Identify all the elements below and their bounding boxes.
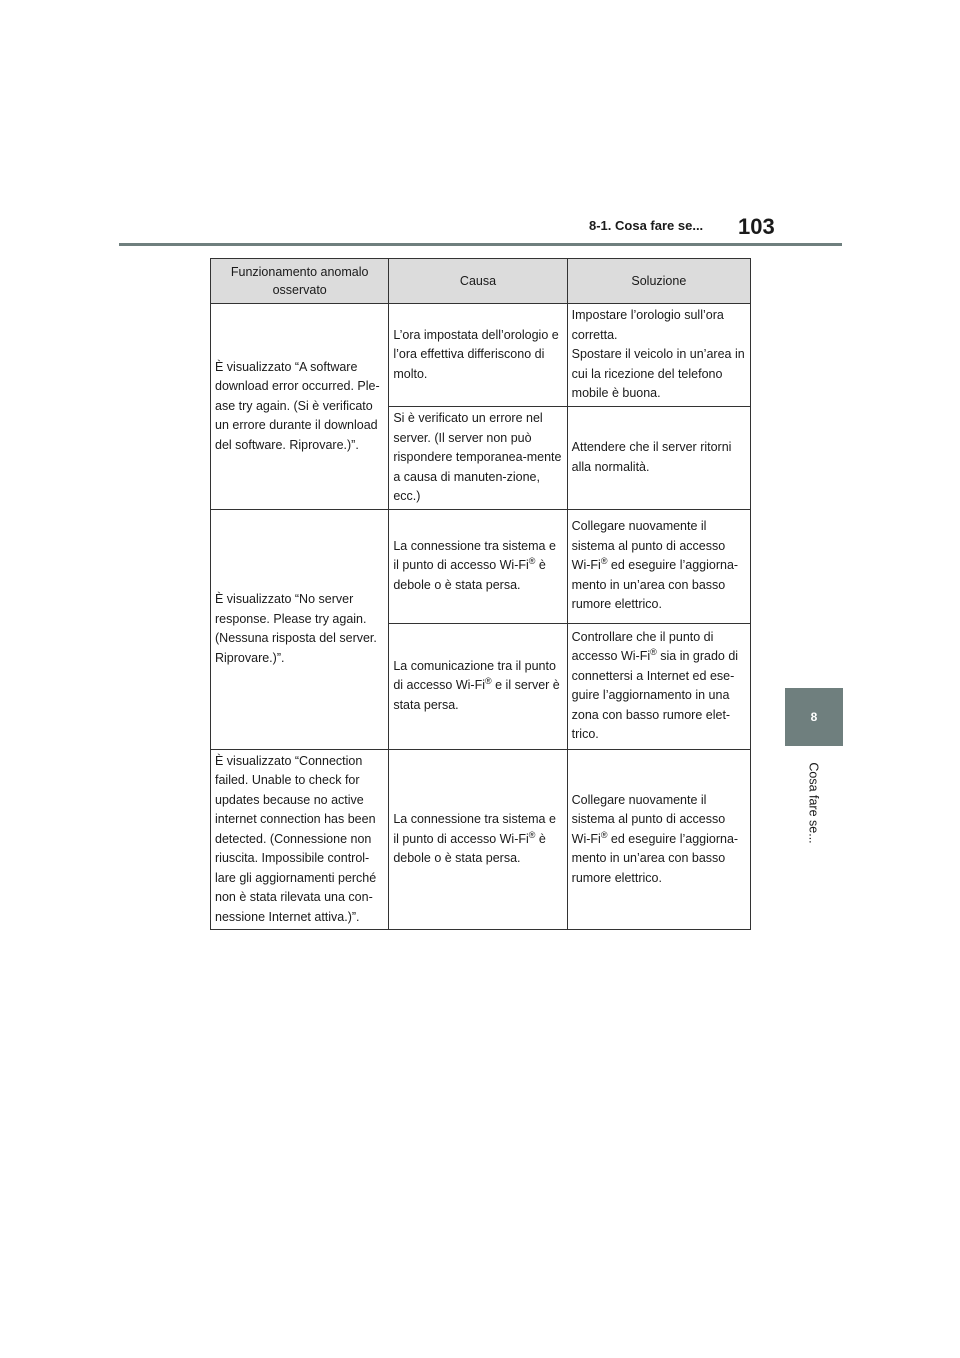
solution-text: Impostare l’orologio sull’ora corretta. Spostare il veicolo in un’area in cui la ricezione del telefono mobile è buona. xyxy=(571,308,745,401)
solution-cell: Controllare che il punto di accesso Wi-Fi® sia in grado di connettersi a Internet ed ese-guire l’aggiornamento in una zona con basso rumore elet-trico. xyxy=(567,623,750,749)
solution-cell: Collegare nuovamente il sistema al punto di accesso Wi-Fi® ed eseguire l’aggiorna-mento in un’area con basso rumore elettrico. xyxy=(567,509,750,623)
header-symptom: Funzionamento anomalo osservato xyxy=(211,259,389,304)
header-solution: Soluzione xyxy=(567,259,750,304)
cause-cell: La comunicazione tra il punto di accesso Wi-Fi® e il server è stata persa. xyxy=(389,623,567,749)
symptom-cell: È visualizzato “A software download error occurred. Ple-ase try again. (Si è verificato un errore durante il download del software. Riprovare.)”. xyxy=(211,304,389,510)
table-row xyxy=(211,304,751,407)
symptom-cell: È visualizzato “No server response. Please try again. (Nessuna risposta del server. Riprovare.)”. xyxy=(211,509,389,749)
table-row xyxy=(211,749,751,930)
cause-cell: La connessione tra sistema e il punto di accesso Wi-Fi® è debole o è stata persa. xyxy=(389,509,567,623)
section-title: 8-1. Cosa fare se... xyxy=(589,218,704,233)
cause-cell: La connessione tra sistema e il punto di accesso Wi-Fi® è debole o è stata persa. xyxy=(389,749,567,930)
table-header-row xyxy=(211,259,751,304)
cause-cell: Si è verificato un errore nel server. (Il server non può rispondere temporanea-mente a causa di manuten-zione, ecc.) xyxy=(389,407,567,510)
chapter-label: Cosa fare se... xyxy=(807,762,822,844)
solution-cell: Collegare nuovamente il sistema al punto di accesso Wi-Fi® ed eseguire l’aggiorna-mento in un’area con basso rumore elettrico. xyxy=(567,749,750,930)
page-number: 103 xyxy=(738,214,775,239)
cause-cell: L’ora impostata dell’orologio e l’ora effettiva differiscono di molto. xyxy=(389,304,567,407)
header-cause: Causa xyxy=(389,259,567,304)
chapter-side-label xyxy=(786,758,842,848)
table-row xyxy=(211,509,751,623)
solution-cell: Attendere che il server ritorni alla normalità. xyxy=(567,407,750,510)
chapter-number: 8 xyxy=(810,710,818,724)
solution-cell xyxy=(567,304,750,407)
header-rule xyxy=(119,243,842,246)
chapter-tab xyxy=(785,688,843,746)
troubleshooting-table xyxy=(210,258,751,930)
symptom-cell: È visualizzato “Connection failed. Unable to check for updates because no active internet connection has been detected. (Connessione non riuscita. Impossibile control-lare gli aggiornamenti perché non è stata rilevata una con-nessione Internet attiva.)”. xyxy=(211,749,389,930)
